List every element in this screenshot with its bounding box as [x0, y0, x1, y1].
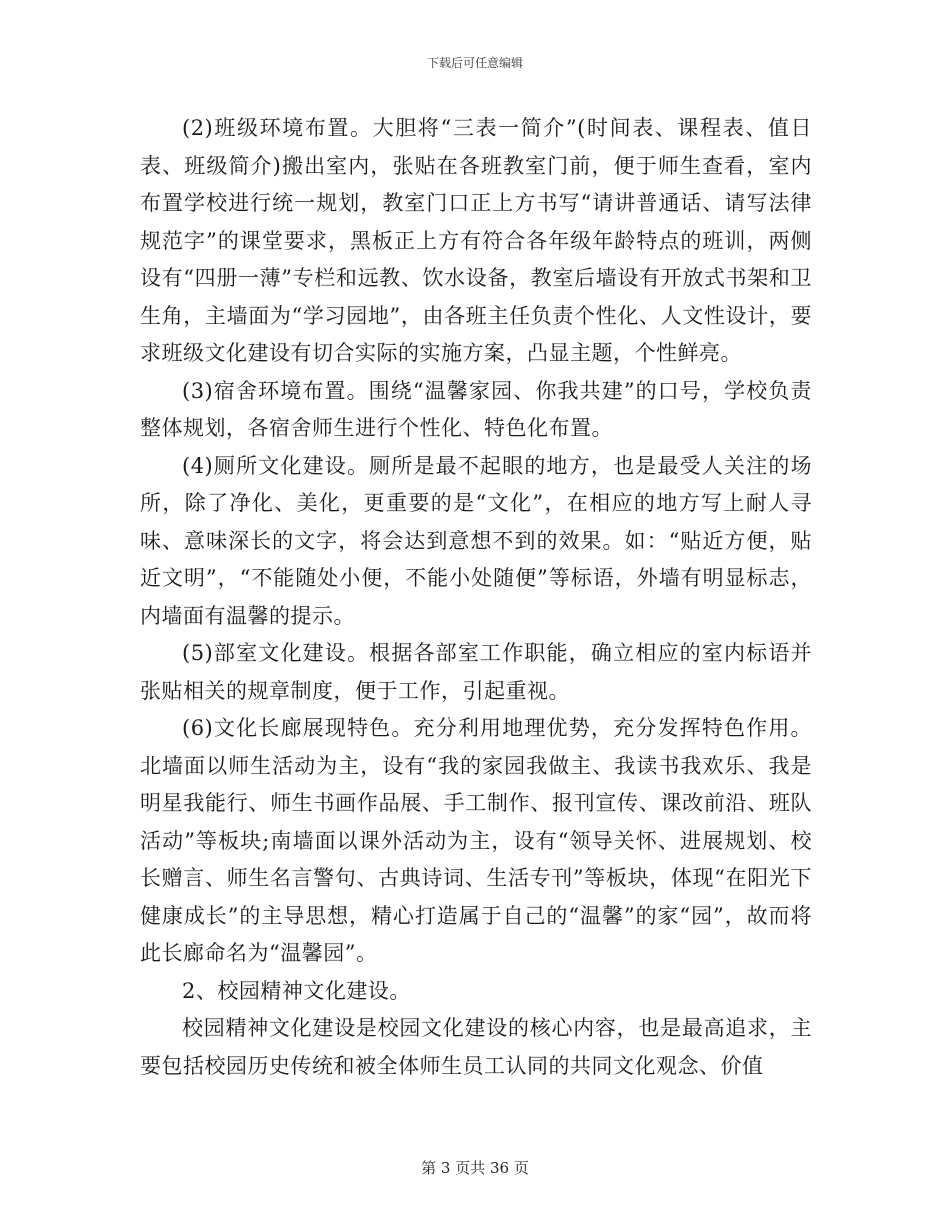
- paragraph-dormitory-environment: (3)宿舍环境布置。围绕“温馨家园、你我共建”的口号，学校负责整体规划，各宿舍师生进行个性化、特色化布置。: [140, 378, 812, 440]
- section-heading-spiritual-culture: 2、校园精神文化建设。: [182, 978, 411, 1003]
- page-header: 下载后可任意编辑: [426, 56, 523, 70]
- paragraph-spiritual-culture: 校园精神文化建设是校园文化建设的核心内容，也是最高追求，主要包括校园历史传统和被全体师生员工认同的共同文化观念、价值: [140, 1016, 812, 1078]
- paragraph-office-culture: (5)部室文化建设。根据各部室工作职能，确立相应的室内标语并张贴相关的规章制度，便于工作，引起重视。: [140, 641, 812, 703]
- document-body: [140, 110, 812, 1085]
- paragraph-culture-corridor: (6)文化长廊展现特色。充分利用地理优势，充分发挥特色作用。北墙面以师生活动为主，设有“我的家园我做主、我读书我欢乐、我是明星我能行、师生书画作品展、手工制作、报刊宣传、课改前沿、班队活动”等板块;南墙面以课外活动为主，设有“领导关怀、进展规划、校长赠言、师生名言警句、古典诗词、生活专刊”等板块，体现“在阳光下健康成长”的主导思想，精心打造属于自己的“温馨”的家“园”，故而将此长廊命名为“温馨园”。: [140, 716, 812, 965]
- page-number: 第 3 页共 36 页: [421, 1159, 529, 1177]
- paragraph-classroom-environment: (2)班级环境布置。大胆将“三表一简介”(时间表、课程表、值日表、班级简介)搬出室内，张贴在各班教室门前，便于师生查看，室内布置学校进行统一规划，教室门口正上方书写“请讲普通话、请写法律规范字”的课堂要求，黑板正上方有符合各年级年龄特点的班训，两侧设有“四册一薄”专栏和远教、饮水设备，教室后墙设有开放式书架和卫生角，主墙面为“学习园地”，由各班主任负责个性化、人文性设计，要求班级文化建设有切合实际的实施方案，凸显主题，个性鲜亮。: [140, 116, 812, 365]
- paragraph-toilet-culture: (4)厕所文化建设。厕所是最不起眼的地方，也是最受人关注的场所，除了净化、美化，更重要的是“文化”，在相应的地方写上耐人寻味、意味深长的文字，将会达到意想不到的效果。如：“贴近方便，贴近文明”，“不能随处小便，不能小处随便”等标语，外墙有明显标志，内墙面有温馨的提示。: [140, 453, 812, 628]
